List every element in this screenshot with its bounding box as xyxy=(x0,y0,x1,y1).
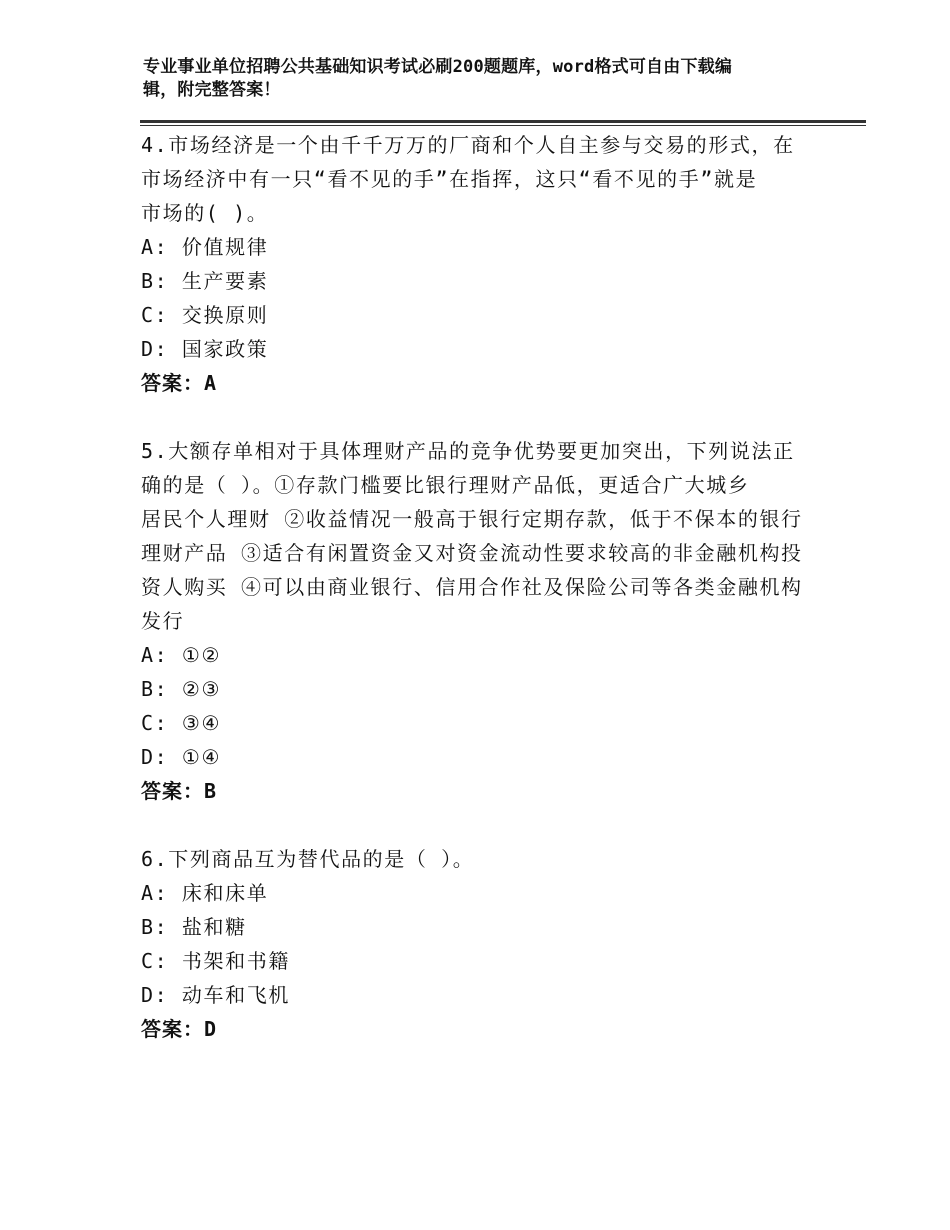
option-d: D: 动车和飞机 xyxy=(141,983,290,1007)
question-list xyxy=(141,128,821,1046)
option-a: A: 价值规律 xyxy=(141,235,269,259)
stem-line: 资人购买 ④可以由商业银行、信用合作社及保险公司等各类金融机构 xyxy=(141,575,803,599)
option-b: B: 生产要素 xyxy=(141,269,269,293)
option-a: A: 床和床单 xyxy=(141,881,269,905)
stem-line: 市场经济中有一只“看不见的手”在指挥，这只“看不见的手”就是 xyxy=(141,167,758,191)
question-5 xyxy=(141,434,821,808)
option-c: C: ③④ xyxy=(141,711,221,735)
question-spacer xyxy=(141,400,821,434)
answer: 答案：A xyxy=(141,371,218,395)
header-line-2: 辑，附完整答案！ xyxy=(143,80,281,100)
answer: 答案：B xyxy=(141,779,218,803)
stem-line: 4.市场经济是一个由千千万万的厂商和个人自主参与交易的形式，在 xyxy=(141,133,795,157)
option-c: C: 交换原则 xyxy=(141,303,269,327)
stem-line: 居民个人理财 ②收益情况一般高于银行定期存款，低于不保本的银行 xyxy=(141,507,803,531)
stem-line: 理财产品 ③适合有闲置资金又对资金流动性要求较高的非金融机构投 xyxy=(141,541,803,565)
option-d: D: ①④ xyxy=(141,745,221,769)
answer: 答案：D xyxy=(141,1017,218,1041)
option-a: A: ①② xyxy=(141,643,221,667)
document-header xyxy=(143,56,793,102)
stem-line: 发行 xyxy=(141,609,185,633)
header-line-1: 专业事业单位招聘公共基础知识考试必刷200题题库，word格式可自由下载编 xyxy=(143,57,733,77)
header-divider-thin xyxy=(140,125,866,126)
option-d: D: 国家政策 xyxy=(141,337,269,361)
stem-line: 市场的( )。 xyxy=(141,201,269,225)
question-6 xyxy=(141,842,821,1046)
option-b: B: 盐和糖 xyxy=(141,915,247,939)
question-stem xyxy=(141,128,821,230)
stem-line: 5.大额存单相对于具体理财产品的竞争优势要更加突出，下列说法正 xyxy=(141,439,795,463)
header-divider-thick xyxy=(140,120,866,123)
question-spacer xyxy=(141,808,821,842)
option-c: C: 书架和书籍 xyxy=(141,949,290,973)
question-stem xyxy=(141,842,821,876)
stem-line: 6.下列商品互为替代品的是（ ）。 xyxy=(141,847,475,871)
option-b: B: ②③ xyxy=(141,677,221,701)
question-4 xyxy=(141,128,821,400)
question-stem xyxy=(141,434,821,638)
stem-line: 确的是（ ）。①存款门槛要比银行理财产品低，更适合广大城乡 xyxy=(141,473,750,497)
